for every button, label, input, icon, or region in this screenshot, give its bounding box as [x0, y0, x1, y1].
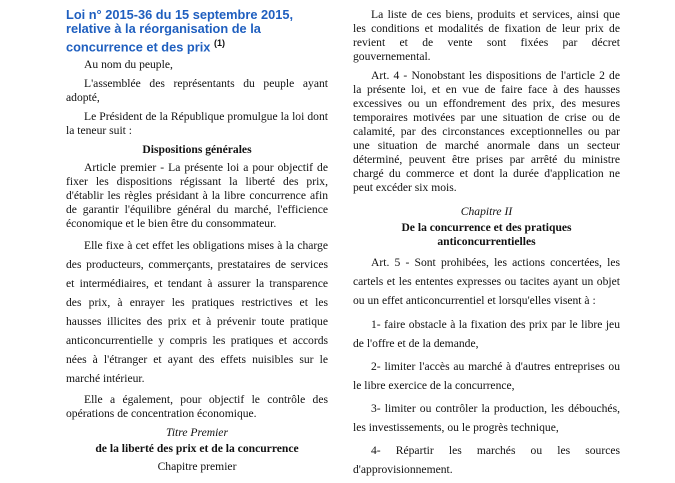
preamble-assembly: L'assemblée des représentants du peuple ayant adopté, [66, 77, 328, 105]
article-4-paragraph: Art. 4 - Nonobstant les dispositions de l'article 2 de la présente loi, et en vue de faire face à des hausses excessives ou un effondrement des prix, des mesures temporaires motivées par une situation de crise ou de calamité, par des circonstances exceptionnelles ou par une situation de marché anormale dans un secteur déterminé, peuvent être prises par arrêté du ministre chargé du commerce et dont la durée d'application ne peut excéder six mois. [353, 69, 620, 194]
footnote-ref: (1) [213, 38, 225, 48]
titre-label: Titre Premier [166, 426, 228, 440]
left-column [66, 8, 328, 474]
article-1-concentration-paragraph: Elle a également, pour objectif le contrôle des opérations de concentration économique. [66, 393, 328, 421]
article-3-list-paragraph: La liste de ces biens, produits et services, ainsi que les conditions et modalités de fixation de leur prix de revient et de vente sont fixées par décret gouvernemental. [353, 8, 620, 63]
article-5-item: 4- Répartir les marchés ou les sources d'approvisionnement. [353, 444, 620, 476]
article-1-paragraph: Article premier - La présente loi a pour objectif de fixer les dispositions régissant la liberté des prix, d'établir les règles présidant à la libre concurrence afin de garantir l'équilibre général du marché, l'efficience économique et le bien être du consommateur. [66, 161, 328, 231]
preamble-president: Le Président de la République promulgue la loi dont la teneur suit : [66, 110, 328, 138]
article-5-paragraph: Art. 5 - Sont prohibées, les actions concertées, les cartels et les ententes expresses ou tacites ayant un objet ou un effet anticoncurrentiel et lorsqu'elles visent à : [353, 256, 620, 307]
article-5-item: 1- faire obstacle à la fixation des prix par le libre jeu de l'offre et de la demande, [353, 318, 620, 350]
article-1-obligations-paragraph: Elle fixe à cet effet les obligations mises à la charge des producteurs, commerçants, prestataires de services et intermédiaires, et tendant à assurer la transparence des prix, à enrayer les pratiques restrictives et les hausses illicites des prix et à prévenir toute pratique anticoncurrentielle y compris les pratiques et accords nées à l'étranger et ayant des effets nuisibles sur le marché intérieur. [66, 239, 328, 386]
titre-heading: de la liberté des prix et de la concurrence [95, 442, 299, 456]
law-title [66, 8, 328, 54]
article-5-item: 2- limiter l'accès au marché à d'autres entreprises ou le libre exercice de la concurrence, [353, 360, 620, 392]
right-column [353, 8, 620, 483]
chapitre-cut-label: Chapitre premier [157, 460, 237, 474]
chapitre-label: Chapitre II [460, 205, 513, 218]
article-5-item: 3- limiter ou contrôler la production, les débouchés, les investissements, ou le progrès technique, [353, 402, 620, 434]
chapitre-heading: De la concurrence et des pratiques anticoncurrentielles [401, 221, 572, 248]
law-title-text: Loi n° 2015-36 du 15 septembre 2015, relative à la réorganisation de la concurrence et des prix [66, 7, 294, 55]
preamble-people: Au nom du peuple, [84, 58, 173, 72]
section-heading: Dispositions générales [142, 143, 252, 157]
